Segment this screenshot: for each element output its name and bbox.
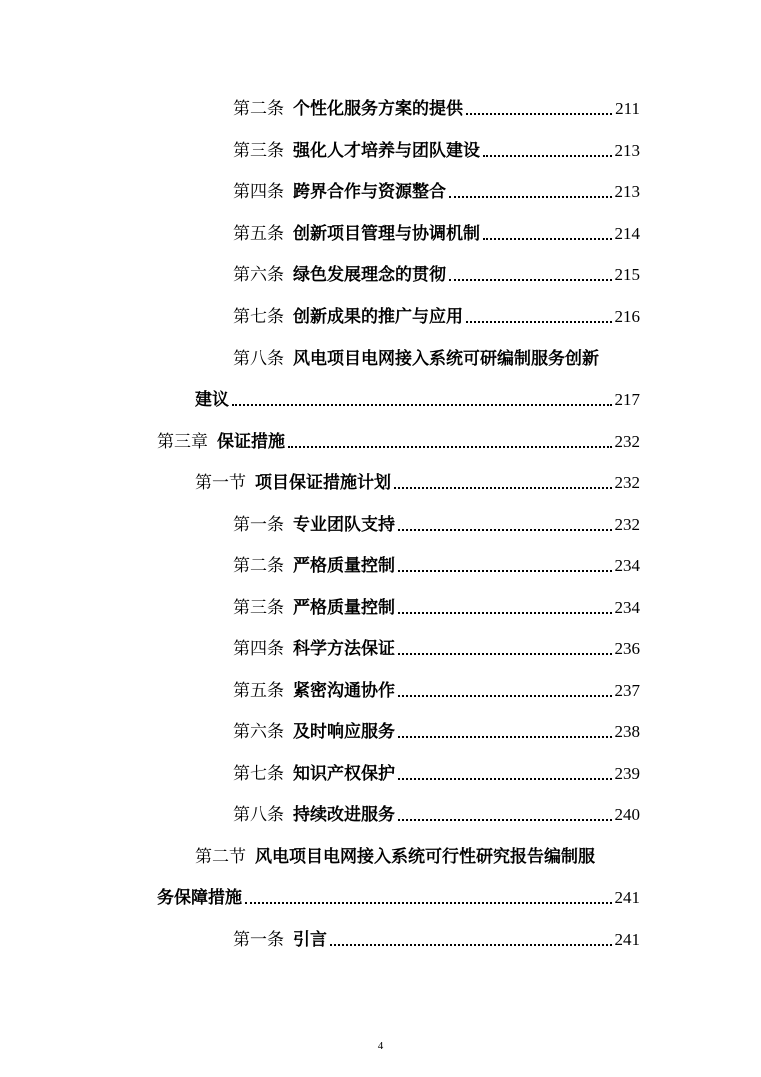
toc-entry-page: 232 <box>614 432 640 451</box>
toc-entry-page: 241 <box>614 930 640 949</box>
toc-entry[interactable] <box>233 139 640 163</box>
toc-entry-title: 引言 <box>293 930 327 950</box>
toc-entry-title: 持续改进服务 <box>293 805 395 825</box>
toc-entry-title: 风电项目电网接入系统可行性研究报告编制服 <box>255 847 595 867</box>
dot-leader <box>398 652 612 655</box>
toc-entry-page: 234 <box>614 598 640 617</box>
toc-entry[interactable] <box>233 305 640 329</box>
toc-entry-title: 项目保证措施计划 <box>255 473 391 493</box>
dot-leader <box>394 486 612 489</box>
toc-entry-title: 绿色发展理念的贯彻 <box>293 265 446 285</box>
toc-entry-title: 跨界合作与资源整合 <box>293 182 446 202</box>
toc-entry-page: 234 <box>614 556 640 575</box>
toc-entry-title: 严格质量控制 <box>293 598 395 618</box>
toc-entry[interactable] <box>233 679 640 703</box>
toc-entry[interactable] <box>233 222 640 246</box>
toc-entry-title-cont: 务保障措施 <box>157 888 242 908</box>
toc-entry-label: 第五条 <box>233 681 284 701</box>
toc-entry-page: 238 <box>614 722 640 741</box>
toc-chapter[interactable] <box>157 430 640 454</box>
toc-entry[interactable] <box>233 803 640 827</box>
page-number: 4 <box>377 1040 384 1052</box>
toc-entry[interactable] <box>233 596 640 620</box>
dot-leader <box>288 445 612 448</box>
toc-entry-label: 第一条 <box>233 515 284 535</box>
toc-entry[interactable] <box>233 180 640 204</box>
toc-entry-title: 个性化服务方案的提供 <box>293 99 463 119</box>
toc-entry-title: 知识产权保护 <box>293 764 395 784</box>
toc-entry-title: 风电项目电网接入系统可研编制服务创新 <box>293 349 599 369</box>
toc-entry[interactable] <box>233 513 640 537</box>
toc-entry-label: 第八条 <box>233 805 284 825</box>
toc-entry[interactable] <box>233 263 640 287</box>
toc-entry-label: 第七条 <box>233 764 284 784</box>
toc-entry-title: 保证措施 <box>217 432 285 452</box>
toc-entry[interactable] <box>233 637 640 661</box>
toc-entry-title: 创新项目管理与协调机制 <box>293 224 480 244</box>
dot-leader <box>398 528 612 531</box>
toc-entry-page: 211 <box>615 99 640 118</box>
toc-entry-label: 第三条 <box>233 598 284 618</box>
dot-leader <box>466 112 612 115</box>
toc-entry[interactable] <box>233 720 640 744</box>
toc-entry-page: 236 <box>614 639 640 658</box>
toc-entry[interactable] <box>233 762 640 786</box>
toc-entry-page: 239 <box>614 764 640 783</box>
toc-entry-label: 第二条 <box>233 556 284 576</box>
toc-entry-label: 第六条 <box>233 265 284 285</box>
dot-leader <box>483 154 612 157</box>
toc-section[interactable] <box>195 471 640 495</box>
toc-entry-continuation[interactable] <box>195 388 640 412</box>
toc-entry-first-line[interactable] <box>233 347 599 371</box>
toc-entry-page: 232 <box>614 515 640 534</box>
toc-entry-page: 232 <box>614 473 640 492</box>
dot-leader <box>449 195 612 198</box>
toc-entry-page: 214 <box>614 224 640 243</box>
toc-entry-label: 第一条 <box>233 930 284 950</box>
dot-leader <box>398 694 612 697</box>
toc-entry-title: 紧密沟通协作 <box>293 681 395 701</box>
dot-leader <box>330 943 612 946</box>
toc-entry-label: 第八条 <box>233 349 284 369</box>
toc-entry-page: 241 <box>614 888 640 907</box>
toc-entry-label: 第一节 <box>195 473 246 493</box>
toc-entry-label: 第四条 <box>233 639 284 659</box>
toc-entry-label: 第七条 <box>233 307 284 327</box>
dot-leader <box>245 901 612 904</box>
toc-entry-label: 第三章 <box>157 432 208 452</box>
dot-leader <box>398 818 612 821</box>
dot-leader <box>232 403 612 406</box>
dot-leader <box>466 320 612 323</box>
toc-entry-title: 强化人才培养与团队建设 <box>293 141 480 161</box>
toc-entry-page: 216 <box>614 307 640 326</box>
toc-entry-page: 215 <box>614 265 640 284</box>
toc-entry-page: 240 <box>614 805 640 824</box>
toc-entry-title: 及时响应服务 <box>293 722 395 742</box>
toc-entry-title: 创新成果的推广与应用 <box>293 307 463 327</box>
dot-leader <box>449 278 612 281</box>
toc-section-first-line[interactable] <box>195 845 595 869</box>
toc-entry[interactable] <box>233 97 640 121</box>
toc-entry-page: 237 <box>614 681 640 700</box>
dot-leader <box>398 777 612 780</box>
toc-section-continuation[interactable] <box>157 886 640 910</box>
toc-entry-page: 213 <box>614 182 640 201</box>
toc-entry[interactable] <box>233 928 640 952</box>
toc-entry-page: 213 <box>614 141 640 160</box>
dot-leader <box>398 611 612 614</box>
toc-entry-label: 第三条 <box>233 141 284 161</box>
dot-leader <box>398 569 612 572</box>
toc-entry-label: 第五条 <box>233 224 284 244</box>
dot-leader <box>483 237 612 240</box>
toc-entry-title: 科学方法保证 <box>293 639 395 659</box>
toc-entry-title-cont: 建议 <box>195 390 229 410</box>
toc-entry-page: 217 <box>614 390 640 409</box>
toc-entry-title: 严格质量控制 <box>293 556 395 576</box>
toc-entry-label: 第四条 <box>233 182 284 202</box>
toc-entry-label: 第二条 <box>233 99 284 119</box>
toc-entry-title: 专业团队支持 <box>293 515 395 535</box>
toc-entry-label: 第二节 <box>195 847 246 867</box>
toc-entry[interactable] <box>233 554 640 578</box>
dot-leader <box>398 735 612 738</box>
toc-entry-label: 第六条 <box>233 722 284 742</box>
